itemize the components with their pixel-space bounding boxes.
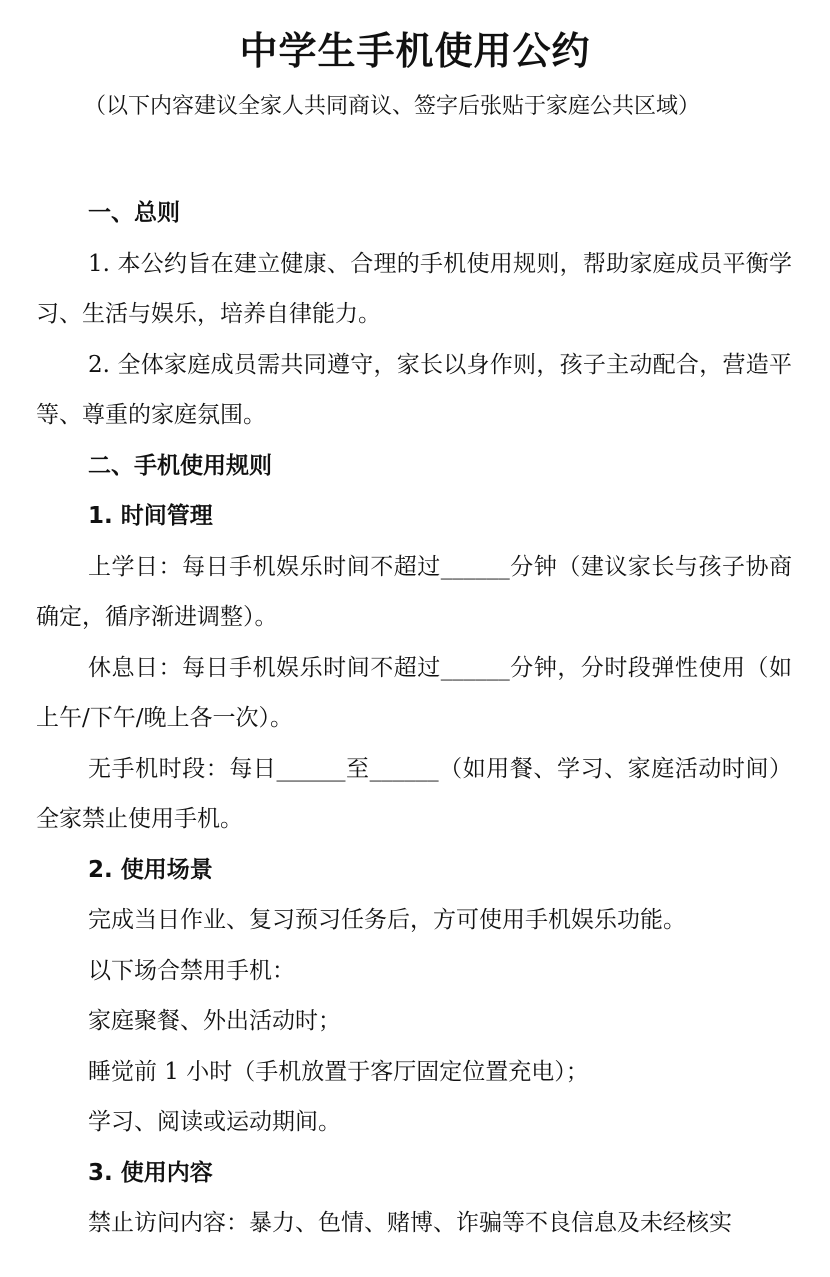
list-item: 家庭聚餐、外出活动时； [88,1008,341,1034]
paragraph: 休息日：每日手机娱乐时间不超过______分钟，分时段弹性使用（如上午/下午/晚上各一次）。 [36,654,792,731]
document-body [36,188,792,1249]
paragraph: 上学日：每日手机娱乐时间不超过______分钟（建议家长与孩子协商确定，循序渐进调整）。 [36,553,792,630]
section-heading-rules: 二、手机使用规则 [88,452,272,479]
paragraph: 禁止访问内容：暴力、色情、赌博、诈骗等不良信息及未经核实 [88,1210,732,1236]
section-heading-general: 一、总则 [88,200,180,226]
subsection-heading-time: 1. 时间管理 [88,503,213,529]
paragraph: 1. 本公约旨在建立健康、合理的手机使用规则，帮助家庭成员平衡学习、生活与娱乐，培养自律能力。 [36,250,792,327]
subsection-heading-scenes: 2. 使用场景 [88,856,213,883]
paragraph: 完成当日作业、复习预习任务后，方可使用手机娱乐功能。 [88,907,686,933]
paragraph: 无手机时段：每日______至______（如用餐、学习、家庭活动时间）全家禁止使用手机。 [36,755,792,832]
list-item: 睡觉前 1 小时（手机放置于客厅固定位置充电）； [88,1058,589,1085]
paragraph: 2. 全体家庭成员需共同遵守，家长以身作则，孩子主动配合，营造平等、尊重的家庭氛围。 [36,351,792,428]
list-item: 学习、阅读或运动期间。 [88,1109,341,1135]
document-subtitle: （以下内容建议全家人共同商议、签字后张贴于家庭公共区域） [84,94,701,119]
paragraph: 以下场合禁用手机： [88,957,295,984]
subsection-heading-content: 3. 使用内容 [88,1159,213,1186]
document-title: 中学生手机使用公约 [239,29,591,73]
